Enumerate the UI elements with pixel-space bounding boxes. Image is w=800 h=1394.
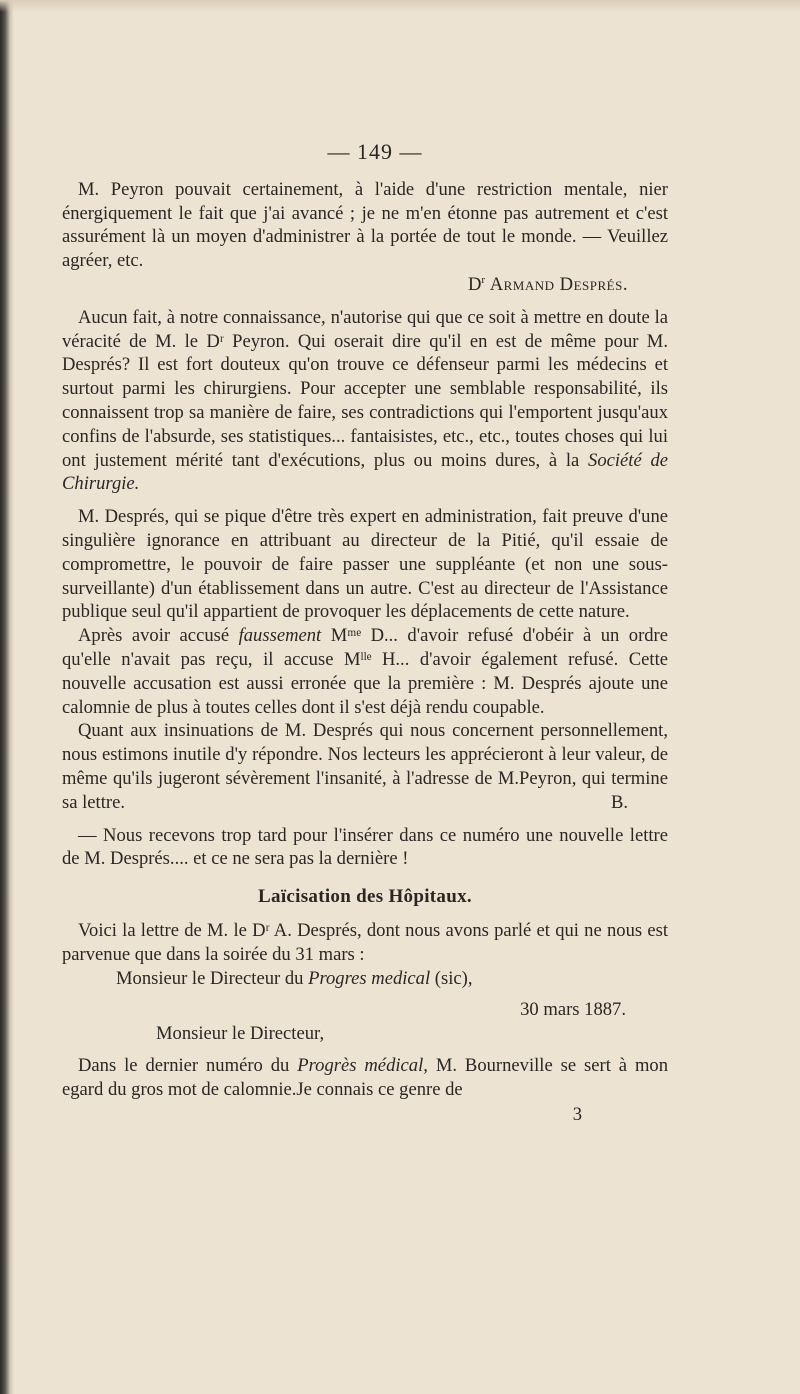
paragraph-defense	[62, 306, 668, 496]
signature-title: D	[467, 273, 482, 295]
book-spine-edge	[0, 0, 14, 1394]
paragraph-intro-letter: Voici la lettre de M. le Dʳ A. Després, dont nous avons parlé et qui ne nous est parvenue que dans la soirée du 31 mars :	[62, 919, 668, 965]
paragraph-administration: M. Després, qui se pique d'être très expert en administration, fait preuve d'une singulière ignorance en attribuant au directeur de la Pitié, qu'il essaie de compromettre, le pouvoir de faire passer une suppléante (et non une sous-surveillante) d'un établissement dans un autre. C'est au directeur de l'Assistance publique seul qu'il appartient de provoquer les déplacements de cette nature.	[62, 506, 668, 623]
letter-signature	[62, 273, 668, 297]
signature-name: Armand Després.	[489, 273, 628, 295]
letter-body-before: Dans le dernier numéro du	[78, 1054, 290, 1076]
addressee-after: (sic),	[434, 967, 473, 989]
accusation-after: Mᵐᵉ D... d'avoir refusé d'obéir à un ordre qu'elle n'avait pas reçu, il accuse Mˡˡᵉ H... d'avoir également refusé. Cette nouvelle accusation est aussi erronée que la première : M. Després ajoute une calomnie de plus à toutes celles dont il s'est déjà rendu coupable.	[62, 625, 668, 718]
addressee-before: Monsieur le Directeur du	[116, 967, 304, 989]
society-name: Société de Chirurgie.	[62, 449, 668, 495]
paragraph-signature: B.	[610, 791, 628, 813]
letter-salutation: Monsieur le Directeur,	[156, 1023, 325, 1045]
accusation-before: Après avoir accusé	[78, 625, 230, 647]
addressee-journal: Progres medical	[308, 967, 431, 989]
paragraph-new-letter: — Nous recevons trop tard pour l'insérer dans ce numéro une nouvelle lettre de M. Després.... et ce ne sera pas la dernière !	[62, 824, 668, 870]
paragraph-defense-text: Aucun fait, à notre connaissance, n'autorise qui que ce soit à mettre en doute la véracité de M. le Dʳ Peyron. Qui oserait dire qu'il en est de même pour M. Després? Il est fort douteux qu'on trouve ce défenseur parmi les médecins et surtout parmi les chirurgiens. Pour accepter une semblable responsabilité, ils connaissent trop sa manière de faire, ses contradictions qui l'emportent jusqu'aux confins de l'absurde, ses statistiques... fantaisistes, etc., etc., toutes choses qui lui ont justement mérité tant d'exécutions, plus ou moins dures, à la	[62, 306, 668, 471]
section-title: Laïcisation des Hôpitaux.	[258, 886, 472, 908]
letter-body-journal: Progrès médical,	[297, 1054, 428, 1076]
letter-addressee	[62, 967, 668, 991]
letter-body	[62, 1054, 668, 1102]
letter-date: 30 mars 1887.	[520, 999, 626, 1021]
signature-title-sup: r	[481, 273, 486, 286]
page-number: — 149 —	[327, 139, 423, 164]
paragraph-accusation	[62, 624, 668, 719]
paragraph-insinuations: Quant aux insinuations de M. Després qui nous concernent personnellement, nous estimons inutile d'y répondre. Nos lecteurs les apprécieront à leur valeur, de même qu'ils jugeront sévèrement l'insanité, à l'adresse de M.Peyron, qui termine sa lettre.	[62, 720, 668, 813]
signature-mark: 3	[572, 1104, 582, 1126]
page-top-shadow	[0, 0, 800, 12]
document-page	[62, 140, 668, 1127]
letter-excerpt: M. Peyron pouvait certainement, à l'aide d'une restriction mentale, nier énergiquement le fait que j'ai avancé ; je ne m'en étonne pas autrement et c'est assurément là un moyen d'administrer à la portée de tout le monde. — Veuillez agréer, etc.	[62, 178, 668, 272]
accusation-italic: faussement	[238, 625, 322, 647]
letter-body-after: M. Bourneville se sert à mon egard du gros mot de calomnie.Je connais ce genre de	[62, 1054, 668, 1100]
